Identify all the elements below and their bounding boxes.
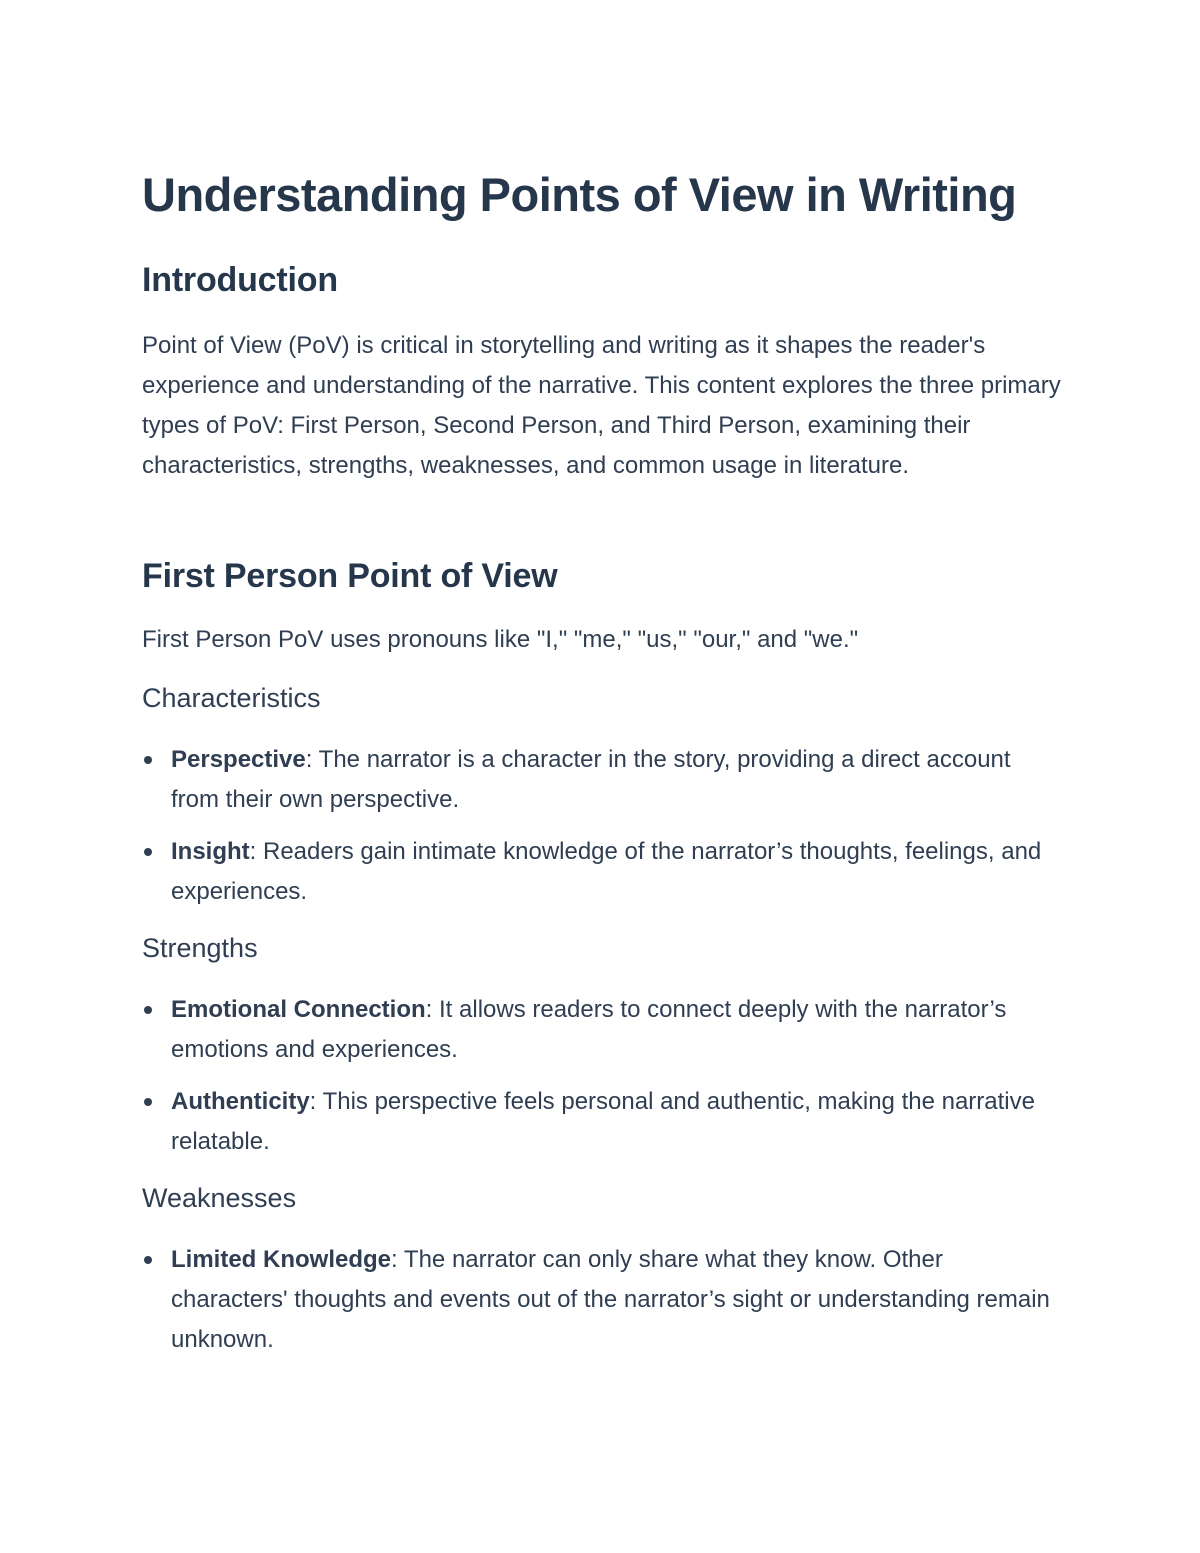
weaknesses-list bbox=[142, 1240, 1062, 1360]
first-person-heading: First Person Point of View bbox=[142, 557, 558, 595]
item-term: Emotional Connection bbox=[171, 996, 426, 1023]
item-term: Perspective bbox=[171, 746, 306, 773]
list-item bbox=[142, 1082, 1062, 1162]
item-text: : It allows readers to connect deeply with the narrator’s emotions and experiences. bbox=[171, 996, 1007, 1063]
item-term: Insight bbox=[171, 838, 250, 865]
introduction-heading: Introduction bbox=[142, 261, 338, 299]
bullet-icon bbox=[144, 1006, 152, 1014]
strengths-list bbox=[142, 990, 1062, 1162]
item-text: : This perspective feels personal and authentic, making the narrative relatable. bbox=[171, 1088, 1035, 1155]
strengths-heading: Strengths bbox=[142, 933, 258, 963]
list-item bbox=[142, 832, 1062, 912]
item-text: : Readers gain intimate knowledge of the narrator’s thoughts, feelings, and experiences. bbox=[171, 838, 1042, 905]
list-item bbox=[142, 990, 1062, 1070]
characteristics-heading: Characteristics bbox=[142, 683, 321, 713]
item-term: Authenticity bbox=[171, 1088, 310, 1115]
first-person-paragraph: First Person PoV uses pronouns like "I," "me," "us," "our," and "we." bbox=[142, 626, 859, 653]
weaknesses-heading: Weaknesses bbox=[142, 1183, 297, 1213]
characteristics-list bbox=[142, 740, 1062, 912]
bullet-icon bbox=[144, 756, 152, 764]
bullet-icon bbox=[144, 1256, 152, 1264]
bullet-icon bbox=[144, 1098, 152, 1106]
list-item bbox=[142, 1240, 1062, 1360]
bullet-icon bbox=[144, 848, 152, 856]
item-term: Limited Knowledge bbox=[171, 1246, 392, 1273]
item-text: : The narrator can only share what they know. Other characters' thoughts and events out of the narrator’s sight or understanding remain unknown. bbox=[171, 1246, 1050, 1353]
document-title: Understanding Points of View in Writing bbox=[142, 168, 1017, 221]
list-item bbox=[142, 740, 1062, 820]
item-text: : The narrator is a character in the story, providing a direct account from their own perspective. bbox=[171, 746, 1011, 813]
introduction-paragraph: Point of View (PoV) is critical in storytelling and writing as it shapes the reader's experience and understanding of the narrative. This content explores the three primary types of PoV: First Person, Second Person, and Third Person, examining their characteristics, strengths, weaknesses, and common usage in literature. bbox=[142, 332, 1061, 479]
